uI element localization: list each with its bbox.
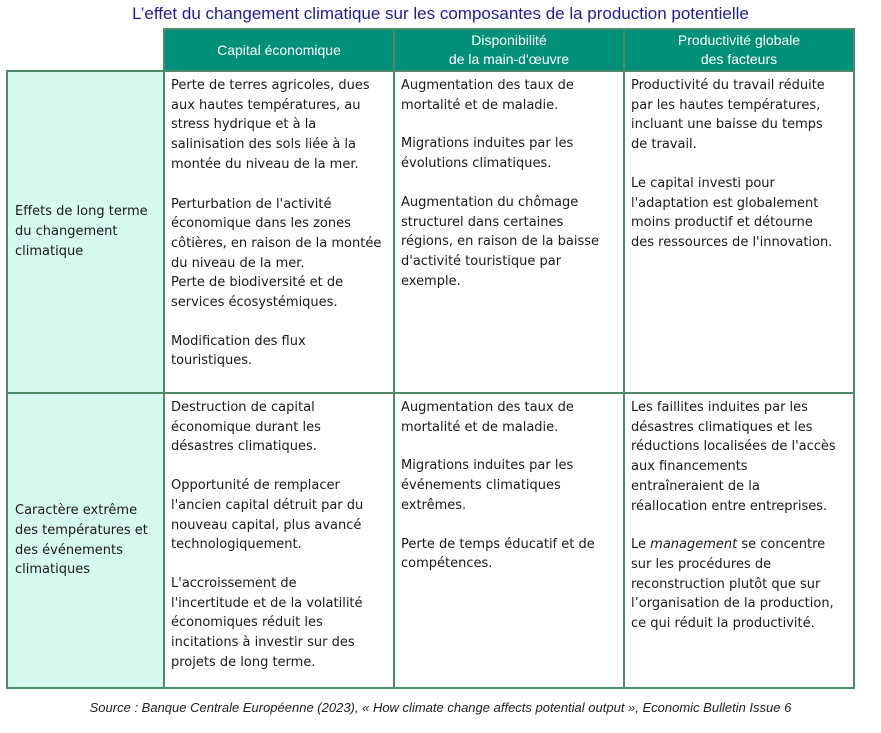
cell-paragraph: Augmentation des taux de mortalité et de maladie. bbox=[401, 78, 574, 113]
text-run: Le bbox=[631, 537, 651, 553]
cell-paragraph: Modification des flux touristiques. bbox=[171, 333, 306, 369]
column-header-label: Disponibilité de la main-d'œuvre bbox=[448, 32, 570, 67]
cell-paragraph: Opportunité de remplacer l'ancien capital détruit par du nouveau capital, plus avancé technologiquement. bbox=[171, 478, 364, 553]
italic-term: management bbox=[650, 537, 738, 553]
row-label-text: Caractère extrême des températures et des événements climatiques bbox=[15, 503, 148, 578]
cell-long-term-labour bbox=[393, 70, 625, 394]
cell-paragraph: Perte de biodiversité et de services écosystémiques. bbox=[171, 275, 344, 311]
row-label-long-term bbox=[6, 70, 165, 394]
text-run: se concentre sur les procédures de reconstruction plutôt que sur l’organisation de la production, ce qui réduit la productivité. bbox=[631, 537, 834, 632]
column-header-labour bbox=[393, 28, 625, 72]
cell-extreme-tfp bbox=[623, 392, 855, 689]
column-header-label: Productivité globale des facteurs bbox=[677, 32, 801, 67]
cell-paragraph-management bbox=[631, 535, 847, 634]
cell-paragraph: Les faillites induites par les désastres climatiques et les réductions localisées de l'accès aux financements entraîneraient de la réallocation entre entreprises. bbox=[631, 400, 836, 514]
cell-paragraph: Augmentation du chômage structurel dans certaines régions, en raison de la baisse d'activité touristique par exemple. bbox=[401, 194, 600, 289]
cell-paragraph: Perturbation de l'activité économique dans les zones côtières, en raison de la montée du niveau de la mer. bbox=[171, 196, 382, 271]
row-label-extreme-events bbox=[6, 392, 165, 689]
row-label-text: Effets de long terme du changement climatique bbox=[15, 204, 148, 259]
cell-paragraph: Le capital investi pour l'adaptation est globalement moins productif et détourne des ressources de l'innovation. bbox=[631, 175, 833, 250]
column-header-label: Capital économique bbox=[217, 41, 341, 58]
cell-long-term-capital bbox=[163, 70, 395, 394]
column-header-tfp bbox=[623, 28, 855, 72]
source-note: Source : Banque Centrale Européenne (2023), « How climate change affects potential output », Economic Bulletin Issue 6 bbox=[89, 700, 792, 715]
cell-paragraph: Migrations induites par les évolutions climatiques. bbox=[401, 136, 574, 172]
cell-paragraph: Migrations induites par les événements climatiques extrêmes. bbox=[401, 458, 574, 513]
cell-extreme-capital bbox=[163, 392, 395, 689]
cell-paragraph: Augmentation des taux de mortalité et de maladie. bbox=[401, 400, 574, 435]
cell-paragraph: L'accroissement de l'incertitude et de la volatilité économiques réduit les incitations à investir sur des projets de long terme. bbox=[171, 575, 363, 670]
cell-paragraph: Perte de temps éducatif et de compétences. bbox=[401, 536, 595, 572]
cell-paragraph: Perte de terres agricoles, dues aux hautes températures, au stress hydrique et à la salinisation des sols liée à la montée du niveau de la mer. bbox=[171, 78, 370, 172]
column-header-capital bbox=[163, 28, 395, 72]
cell-extreme-labour bbox=[393, 392, 625, 689]
cell-paragraph: Destruction de capital économique durant les désastres climatiques. bbox=[171, 400, 321, 455]
cell-long-term-tfp bbox=[623, 70, 855, 394]
table-title: L’effet du changement climatique sur les composantes de la production potentielle bbox=[132, 4, 749, 23]
cell-paragraph: Productivité du travail réduite par les hautes températures, incluant une baisse du temps de travail. bbox=[631, 78, 825, 153]
